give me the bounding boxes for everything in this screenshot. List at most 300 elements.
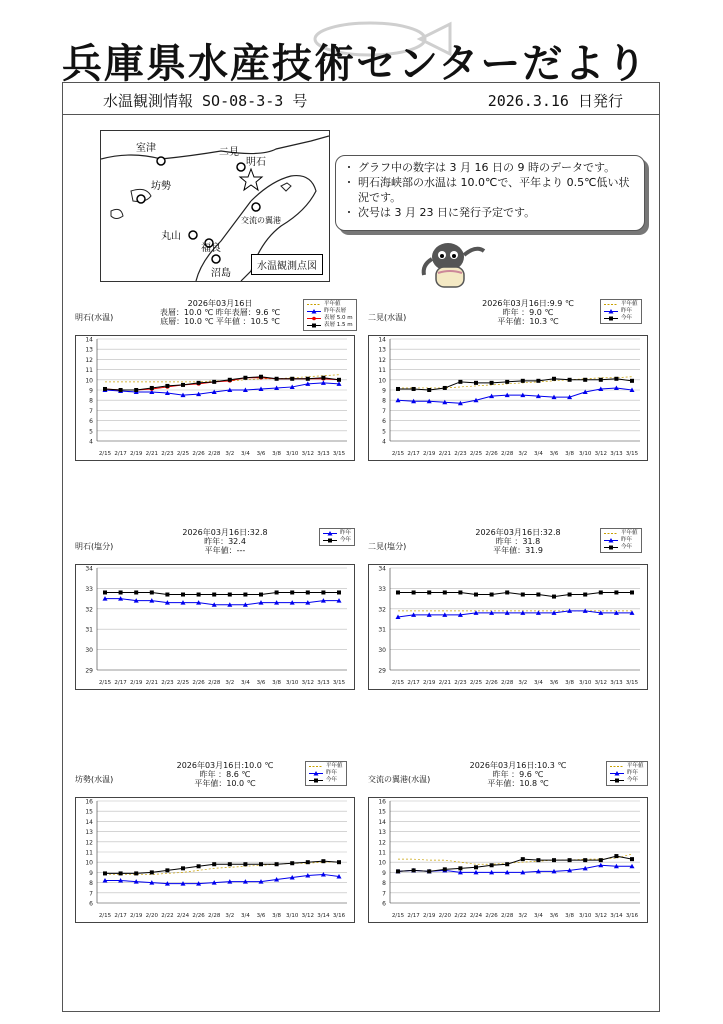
content-frame xyxy=(62,82,660,1012)
chart-station-label: 坊勢(水温) xyxy=(75,775,114,784)
x-tick-label: 2/17 xyxy=(407,451,420,457)
x-tick-label: 3/15 xyxy=(625,451,639,457)
legend-swatch xyxy=(307,309,321,314)
chart-stats-line: 2026年03月16日:10.3 ℃ xyxy=(469,761,567,770)
x-tick-label: 2/15 xyxy=(391,680,405,686)
data-point xyxy=(396,387,400,391)
legend-item xyxy=(604,308,638,315)
chart-stats-line: 昨年 ：8.6 ℃ xyxy=(199,770,251,779)
x-tick-label: 3/2 xyxy=(225,913,235,919)
chart-legend xyxy=(303,299,357,331)
chart-legend xyxy=(305,761,347,786)
y-tick-label: 30 xyxy=(85,647,93,655)
chart-frame xyxy=(76,336,355,461)
x-tick-label: 3/10 xyxy=(579,913,592,919)
series-line xyxy=(105,383,339,395)
x-tick-label: 3/8 xyxy=(565,451,575,457)
x-tick-label: 2/26 xyxy=(192,451,205,457)
banner-title: 兵庫県水産技術センターだより xyxy=(62,41,649,87)
x-tick-label: 2/23 xyxy=(454,451,467,457)
data-point xyxy=(328,539,332,543)
y-tick-label: 8 xyxy=(89,880,93,888)
data-point xyxy=(197,593,201,597)
legend-label: 昨年 xyxy=(621,308,633,314)
legend-label: 平年値 xyxy=(627,763,644,769)
chart-kouryu-temp xyxy=(368,761,658,991)
y-tick-label: 9 xyxy=(89,869,93,877)
y-tick-label: 16 xyxy=(85,798,93,806)
legend-item xyxy=(309,777,343,784)
legend-label: 昨年 xyxy=(621,537,633,543)
data-point xyxy=(630,857,634,861)
map-label: 室津 xyxy=(136,143,156,154)
series-line xyxy=(398,854,632,864)
y-tick-label: 11 xyxy=(378,849,386,857)
data-point xyxy=(150,870,154,874)
data-point xyxy=(312,317,316,321)
chart-stats xyxy=(458,528,578,555)
x-tick-label: 3/16 xyxy=(625,913,639,919)
legend-swatch xyxy=(604,531,618,536)
data-point xyxy=(568,378,572,382)
y-tick-label: 6 xyxy=(382,418,386,426)
x-tick-label: 3/4 xyxy=(240,913,250,919)
x-tick-label: 3/4 xyxy=(533,913,543,919)
chart-plot xyxy=(368,564,648,690)
data-point xyxy=(228,593,232,597)
chart-stats-line: 底層：10.0 ℃ 平年値 ：10.5 ℃ xyxy=(160,317,280,326)
x-tick-label: 3/8 xyxy=(272,680,282,686)
legend-swatch xyxy=(307,316,321,321)
legend-item xyxy=(323,537,351,544)
data-point xyxy=(536,379,540,383)
x-tick-label: 3/4 xyxy=(533,680,543,686)
data-point xyxy=(119,388,123,392)
x-tick-label: 2/17 xyxy=(114,680,127,686)
legend-label: 昨年 xyxy=(326,770,338,776)
y-tick-label: 7 xyxy=(382,890,386,898)
data-point xyxy=(337,860,341,864)
x-tick-label: 3/8 xyxy=(565,913,575,919)
legend-swatch xyxy=(307,302,321,307)
legend-item xyxy=(307,308,353,315)
data-point xyxy=(427,590,431,594)
y-tick-label: 9 xyxy=(89,387,93,395)
data-point xyxy=(536,593,540,597)
legend-item xyxy=(604,315,638,322)
x-tick-label: 3/13 xyxy=(610,680,623,686)
x-tick-label: 2/20 xyxy=(438,913,451,919)
legend-label: 昨年 xyxy=(627,770,639,776)
data-point xyxy=(337,590,341,594)
y-tick-label: 14 xyxy=(378,336,386,344)
x-tick-label: 2/21 xyxy=(145,680,158,686)
x-tick-label: 3/10 xyxy=(286,451,299,457)
x-tick-label: 2/22 xyxy=(161,913,174,919)
x-tick-label: 3/6 xyxy=(549,913,559,919)
legend-swatch xyxy=(604,545,618,550)
y-tick-label: 9 xyxy=(382,869,386,877)
series-line xyxy=(398,611,632,617)
chart-stats xyxy=(155,299,285,326)
chart-stats-line: 平年値：10.0 ℃ xyxy=(194,779,256,788)
legend-item xyxy=(604,301,638,308)
data-point xyxy=(228,862,232,866)
data-point xyxy=(609,546,613,550)
data-point xyxy=(458,590,462,594)
y-tick-label: 11 xyxy=(378,367,386,375)
y-tick-label: 14 xyxy=(85,336,93,344)
x-tick-label: 2/26 xyxy=(485,913,498,919)
observation-map xyxy=(100,130,330,282)
map-legend: 水温観測点図 xyxy=(251,254,323,275)
x-tick-label: 3/12 xyxy=(594,913,607,919)
map-label: 二見 xyxy=(219,147,239,158)
legend-swatch xyxy=(604,316,618,321)
x-tick-label: 2/19 xyxy=(130,451,143,457)
x-tick-label: 3/12 xyxy=(301,680,314,686)
data-point xyxy=(443,867,447,871)
data-point xyxy=(568,593,572,597)
chart-stats-line: 平年値：--- xyxy=(204,546,246,555)
chart-futami-salinity xyxy=(368,528,658,758)
x-tick-label: 3/13 xyxy=(317,451,330,457)
x-tick-label: 2/24 xyxy=(176,913,190,919)
data-point xyxy=(614,854,618,858)
x-tick-label: 3/10 xyxy=(579,680,592,686)
data-point xyxy=(314,779,318,783)
x-tick-label: 2/25 xyxy=(176,680,190,686)
x-tick-label: 3/2 xyxy=(518,913,528,919)
x-tick-label: 3/15 xyxy=(625,680,639,686)
station-akashi-marker xyxy=(240,169,262,190)
legend-label: 今年 xyxy=(621,544,633,550)
x-tick-label: 2/23 xyxy=(454,680,467,686)
data-point xyxy=(458,380,462,384)
x-tick-label: 2/19 xyxy=(423,913,436,919)
data-point xyxy=(474,381,478,385)
x-tick-label: 3/10 xyxy=(579,451,592,457)
note-item: ・ 明石海峡部の水温は 10.0℃で、平年より 0.5℃低い状況です。 xyxy=(358,175,636,205)
chart-stats-line: 昨年：32.4 xyxy=(204,537,246,546)
data-point xyxy=(259,862,263,866)
data-point xyxy=(521,593,525,597)
x-tick-label: 2/15 xyxy=(391,913,405,919)
x-tick-label: 2/15 xyxy=(391,451,405,457)
y-tick-label: 4 xyxy=(89,438,93,446)
y-tick-label: 30 xyxy=(378,647,386,655)
data-point xyxy=(290,861,294,865)
issue-date: 2026.3.16 日発行 xyxy=(487,92,623,110)
x-tick-label: 2/26 xyxy=(192,680,205,686)
y-tick-label: 33 xyxy=(378,585,386,593)
data-point xyxy=(443,590,447,594)
x-tick-label: 3/2 xyxy=(518,451,528,457)
chart-stats-line: 2026年03月16日:9.9 ℃ xyxy=(482,299,574,308)
data-point xyxy=(150,386,154,390)
legend-swatch xyxy=(307,323,321,328)
data-point xyxy=(490,863,494,867)
x-tick-label: 2/26 xyxy=(485,451,498,457)
note-item: ・ 次号は 3 月 23 日に発行予定です。 xyxy=(358,205,636,220)
y-tick-label: 32 xyxy=(378,606,386,614)
data-point xyxy=(552,595,556,599)
chart-station-label: 明石(水温) xyxy=(75,313,114,322)
newsletter-banner xyxy=(0,10,723,85)
data-point xyxy=(275,377,279,381)
data-point xyxy=(396,590,400,594)
y-tick-label: 29 xyxy=(85,667,93,675)
y-tick-label: 34 xyxy=(378,565,386,573)
x-tick-label: 3/13 xyxy=(610,451,623,457)
y-tick-label: 8 xyxy=(382,397,386,405)
chart-stats-line: 昨年 ：9.0 ℃ xyxy=(502,308,554,317)
x-tick-label: 2/28 xyxy=(208,680,221,686)
y-tick-label: 16 xyxy=(378,798,386,806)
data-point xyxy=(312,324,316,328)
data-point xyxy=(615,779,619,783)
chart-plot xyxy=(368,335,648,461)
series-line xyxy=(105,861,339,873)
data-point xyxy=(165,593,169,597)
legend-swatch xyxy=(604,302,618,307)
chart-frame xyxy=(369,565,648,690)
legend-item xyxy=(610,770,644,777)
y-tick-label: 7 xyxy=(382,407,386,415)
map-label: 坊勢 xyxy=(151,181,171,192)
y-tick-label: 9 xyxy=(382,387,386,395)
legend-swatch xyxy=(604,309,618,314)
x-tick-label: 2/25 xyxy=(469,451,483,457)
data-point xyxy=(505,590,509,594)
x-tick-label: 2/26 xyxy=(192,913,205,919)
legend-item xyxy=(604,537,638,544)
y-tick-label: 12 xyxy=(378,356,386,364)
chart-frame xyxy=(369,798,648,923)
x-tick-label: 3/15 xyxy=(332,451,346,457)
chart-stats-line: 2026年03月16日 xyxy=(187,299,253,308)
y-tick-label: 15 xyxy=(85,808,93,816)
legend-item xyxy=(309,770,343,777)
data-point xyxy=(599,378,603,382)
y-tick-label: 6 xyxy=(89,900,93,908)
x-tick-label: 3/12 xyxy=(301,451,314,457)
legend-label: 表層 5.0 m xyxy=(324,315,353,321)
chart-stats xyxy=(165,761,285,788)
x-tick-label: 2/21 xyxy=(145,451,158,457)
series-line xyxy=(105,592,339,594)
y-tick-label: 32 xyxy=(85,606,93,614)
x-tick-label: 2/21 xyxy=(438,680,451,686)
data-point xyxy=(212,593,216,597)
data-point xyxy=(181,866,185,870)
data-point xyxy=(103,590,107,594)
x-tick-label: 3/12 xyxy=(594,680,607,686)
y-tick-label: 5 xyxy=(89,428,93,436)
station-murotsu-marker xyxy=(157,157,165,165)
data-point xyxy=(614,377,618,381)
x-tick-label: 3/2 xyxy=(225,451,235,457)
y-tick-label: 11 xyxy=(85,367,93,375)
data-point xyxy=(505,862,509,866)
x-tick-label: 2/25 xyxy=(176,451,190,457)
legend-item xyxy=(604,544,638,551)
data-point xyxy=(521,857,525,861)
chart-station-label: 二見(塩分) xyxy=(368,542,407,551)
legend-item xyxy=(604,530,638,537)
y-tick-label: 6 xyxy=(89,418,93,426)
y-tick-label: 10 xyxy=(378,377,386,385)
data-point xyxy=(212,380,216,384)
x-tick-label: 2/28 xyxy=(208,451,221,457)
data-point xyxy=(412,387,416,391)
chart-akashi-temp xyxy=(75,299,365,529)
x-tick-label: 3/10 xyxy=(286,913,299,919)
x-tick-label: 2/28 xyxy=(501,680,514,686)
legend-label: 今年 xyxy=(627,777,639,783)
data-point xyxy=(103,871,107,875)
chart-legend xyxy=(600,528,642,553)
legend-item xyxy=(307,301,353,308)
data-point xyxy=(521,379,525,383)
data-point xyxy=(396,869,400,873)
data-point xyxy=(243,862,247,866)
x-tick-label: 2/22 xyxy=(454,913,467,919)
data-point xyxy=(474,865,478,869)
data-point xyxy=(197,864,201,868)
data-point xyxy=(536,858,540,862)
x-tick-label: 2/28 xyxy=(501,913,514,919)
data-point xyxy=(321,859,325,863)
chart-stats-line: 平年値：10.8 ℃ xyxy=(487,779,549,788)
series-line xyxy=(105,377,339,390)
data-point xyxy=(599,590,603,594)
data-point xyxy=(474,593,478,597)
map-label: 丸山 xyxy=(161,231,181,242)
y-tick-label: 13 xyxy=(378,829,386,837)
legend-item xyxy=(307,315,353,322)
legend-label: 昨年表層 xyxy=(324,308,347,314)
legend-label: 今年 xyxy=(340,537,352,543)
chart-plot xyxy=(75,797,355,923)
y-tick-label: 33 xyxy=(85,585,93,593)
series-line xyxy=(105,599,339,605)
chart-stats-line: 昨年 ：9.6 ℃ xyxy=(492,770,544,779)
y-tick-label: 13 xyxy=(85,346,93,354)
y-tick-label: 13 xyxy=(85,829,93,837)
data-point xyxy=(275,590,279,594)
y-tick-label: 8 xyxy=(382,880,386,888)
x-tick-label: 2/25 xyxy=(469,680,483,686)
y-tick-label: 6 xyxy=(382,900,386,908)
data-point xyxy=(259,375,263,379)
station-maruyama-marker xyxy=(189,231,197,239)
chart-plot xyxy=(368,797,648,923)
legend-label: 表層 1.5 m xyxy=(324,322,353,328)
y-tick-label: 12 xyxy=(85,356,93,364)
data-point xyxy=(212,862,216,866)
data-point xyxy=(259,593,263,597)
legend-item xyxy=(307,322,353,329)
data-point xyxy=(552,377,556,381)
data-point xyxy=(630,590,634,594)
x-tick-label: 2/15 xyxy=(98,451,112,457)
data-point xyxy=(275,862,279,866)
x-tick-label: 3/6 xyxy=(549,680,559,686)
series-line xyxy=(398,856,632,871)
y-tick-label: 4 xyxy=(382,438,386,446)
y-tick-label: 7 xyxy=(89,407,93,415)
x-tick-label: 3/8 xyxy=(272,913,282,919)
y-tick-label: 31 xyxy=(378,626,386,634)
map-label: 沼島 xyxy=(211,268,231,279)
data-point xyxy=(490,381,494,385)
x-tick-label: 2/19 xyxy=(130,680,143,686)
chart-akashi-salinity xyxy=(75,528,365,758)
y-tick-label: 11 xyxy=(85,849,93,857)
data-point xyxy=(412,868,416,872)
x-tick-label: 3/12 xyxy=(594,451,607,457)
data-point xyxy=(181,593,185,597)
x-tick-label: 2/17 xyxy=(114,913,127,919)
series-line xyxy=(398,377,632,388)
x-tick-label: 2/17 xyxy=(407,680,420,686)
chart-station-label: 明石(塩分) xyxy=(75,542,114,551)
x-tick-label: 3/4 xyxy=(240,680,250,686)
legend-swatch xyxy=(610,771,624,776)
data-point xyxy=(505,380,509,384)
x-tick-label: 3/8 xyxy=(272,451,282,457)
legend-swatch xyxy=(323,538,337,543)
legend-swatch xyxy=(309,771,323,776)
map-label: 交流の翼港 xyxy=(241,216,281,225)
data-point xyxy=(228,378,232,382)
data-point xyxy=(568,858,572,862)
legend-label: 平年値 xyxy=(326,763,343,769)
x-tick-label: 2/20 xyxy=(145,913,158,919)
x-tick-label: 3/2 xyxy=(518,680,528,686)
x-tick-label: 2/28 xyxy=(208,913,221,919)
chart-plot xyxy=(75,564,355,690)
x-tick-label: 2/17 xyxy=(114,451,127,457)
chart-stats-line: 平年値：10.3 ℃ xyxy=(497,317,559,326)
data-point xyxy=(614,590,618,594)
data-point xyxy=(181,383,185,387)
legend-label: 平年値 xyxy=(621,530,638,536)
data-point xyxy=(490,593,494,597)
y-tick-label: 12 xyxy=(378,839,386,847)
x-tick-label: 3/6 xyxy=(256,913,266,919)
data-point xyxy=(443,386,447,390)
chart-bouze-temp xyxy=(75,761,365,991)
chart-frame xyxy=(76,798,355,923)
data-point xyxy=(150,590,154,594)
x-tick-label: 2/23 xyxy=(161,680,174,686)
x-tick-label: 2/15 xyxy=(98,913,112,919)
data-point xyxy=(197,381,201,385)
x-tick-label: 3/4 xyxy=(533,451,543,457)
legend-swatch xyxy=(610,778,624,783)
data-point xyxy=(165,384,169,388)
chart-stats-line: 2026年03月16日:32.8 xyxy=(475,528,561,537)
x-tick-label: 2/26 xyxy=(485,680,498,686)
x-tick-label: 2/19 xyxy=(423,680,436,686)
chart-stats-line: 2026年03月16日:32.8 xyxy=(182,528,268,537)
y-tick-label: 12 xyxy=(85,839,93,847)
station-kouryu-marker xyxy=(252,203,260,211)
legend-swatch xyxy=(610,764,624,769)
chart-station-label: 交流の翼港(水温) xyxy=(368,775,431,784)
